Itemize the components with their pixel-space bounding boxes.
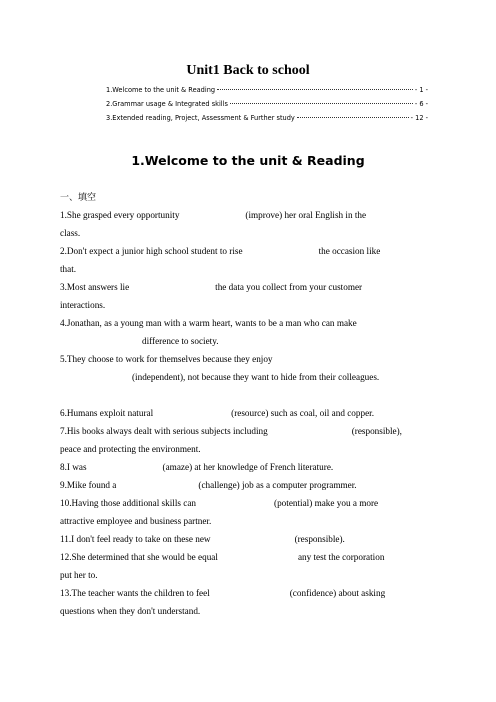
question-text-after: (confidence) about asking xyxy=(289,588,386,598)
question-text-before: 11.I don't feel ready to take on these new xyxy=(60,534,211,544)
exercise-section-label: 一、填空 xyxy=(60,193,97,203)
question-item xyxy=(60,548,440,584)
question-text-before: 6.Humans exploit natural xyxy=(60,408,154,418)
question-text-after: (improve) her oral English in the xyxy=(245,210,367,220)
question-item xyxy=(60,476,440,494)
question-item xyxy=(60,584,440,620)
question-text-before: 12.She determined that she would be equal xyxy=(60,552,218,562)
question-text-before: 3.Most answers lie xyxy=(60,282,130,292)
question-item xyxy=(60,242,440,278)
question-text-continued: class. xyxy=(60,228,81,238)
question-text-before: 8.I was xyxy=(60,462,87,472)
toc-entry-page: - 1 - xyxy=(414,86,428,94)
question-text-after: (challenge) job as a computer programmer. xyxy=(198,480,357,490)
question-text-before: 2.Don't expect a junior high school student to rise xyxy=(60,246,243,256)
question-text-before: 13.The teacher wants the children to feel xyxy=(60,588,210,598)
question-item xyxy=(60,350,440,386)
question-text-after: (amaze) at her knowledge of French literature. xyxy=(162,462,334,472)
question-item xyxy=(60,404,440,422)
toc-entry-page: - 6 - xyxy=(414,100,428,108)
question-item xyxy=(60,494,440,530)
question-text-after: (responsible), xyxy=(351,426,402,436)
toc-leader-dots xyxy=(230,103,413,104)
toc-entry[interactable] xyxy=(106,86,428,100)
toc-entry-label: 3.Extended reading, Project, Assessment & Further study xyxy=(106,114,295,122)
question-text-continued: interactions. xyxy=(60,300,106,310)
question-text-after: (independent), not because they want to hide from their colleagues. xyxy=(132,372,380,382)
toc-leader-dots xyxy=(217,89,413,90)
question-item xyxy=(60,314,440,350)
question-text-continued: that. xyxy=(60,264,77,274)
toc-entry-page: - 12 - xyxy=(410,114,428,122)
question-item xyxy=(60,458,440,476)
question-text-after: (potential) make you a more xyxy=(274,498,379,508)
table-of-contents xyxy=(106,86,428,128)
section-heading: 1.Welcome to the unit & Reading xyxy=(131,153,365,168)
question-text-before: 7.His books always dealt with serious subjects including xyxy=(60,426,268,436)
toc-entry[interactable] xyxy=(106,100,428,114)
question-text-after: the data you collect from your customer xyxy=(215,282,363,292)
toc-entry-label: 2.Grammar usage & Integrated skills xyxy=(106,100,228,108)
document-title: Unit1 Back to school xyxy=(186,63,310,78)
toc-entry[interactable] xyxy=(106,114,428,128)
question-text-before: 9.Mike found a xyxy=(60,480,117,490)
question-text-continued: attractive employee and business partner. xyxy=(60,516,212,526)
question-text-continued: put her to. xyxy=(60,570,98,580)
question-text-after: difference to society. xyxy=(142,336,219,346)
question-text-before: 5.They choose to work for themselves because they enjoy xyxy=(60,354,273,364)
question-item xyxy=(60,278,440,314)
question-item xyxy=(60,530,440,548)
question-item xyxy=(60,206,440,242)
question-text-continued: peace and protecting the environment. xyxy=(60,444,201,454)
question-text-after: any test the corporation xyxy=(297,552,385,562)
toc-entry-label: 1.Welcome to the unit & Reading xyxy=(106,86,216,94)
question-text-before: 4.Jonathan, as a young man with a warm heart, wants to be a man who can make xyxy=(60,318,357,328)
question-text-before: 1.She grasped every opportunity xyxy=(60,210,180,220)
question-text-continued: questions when they don't understand. xyxy=(60,606,201,616)
question-text-after: (resource) such as coal, oil and copper. xyxy=(231,408,374,418)
question-item xyxy=(60,422,440,458)
toc-leader-dots xyxy=(297,117,409,118)
question-text-after: (responsible). xyxy=(294,534,345,544)
question-text-after: the occasion like xyxy=(318,246,381,256)
question-text-before: 10.Having those additional skills can xyxy=(60,498,197,508)
